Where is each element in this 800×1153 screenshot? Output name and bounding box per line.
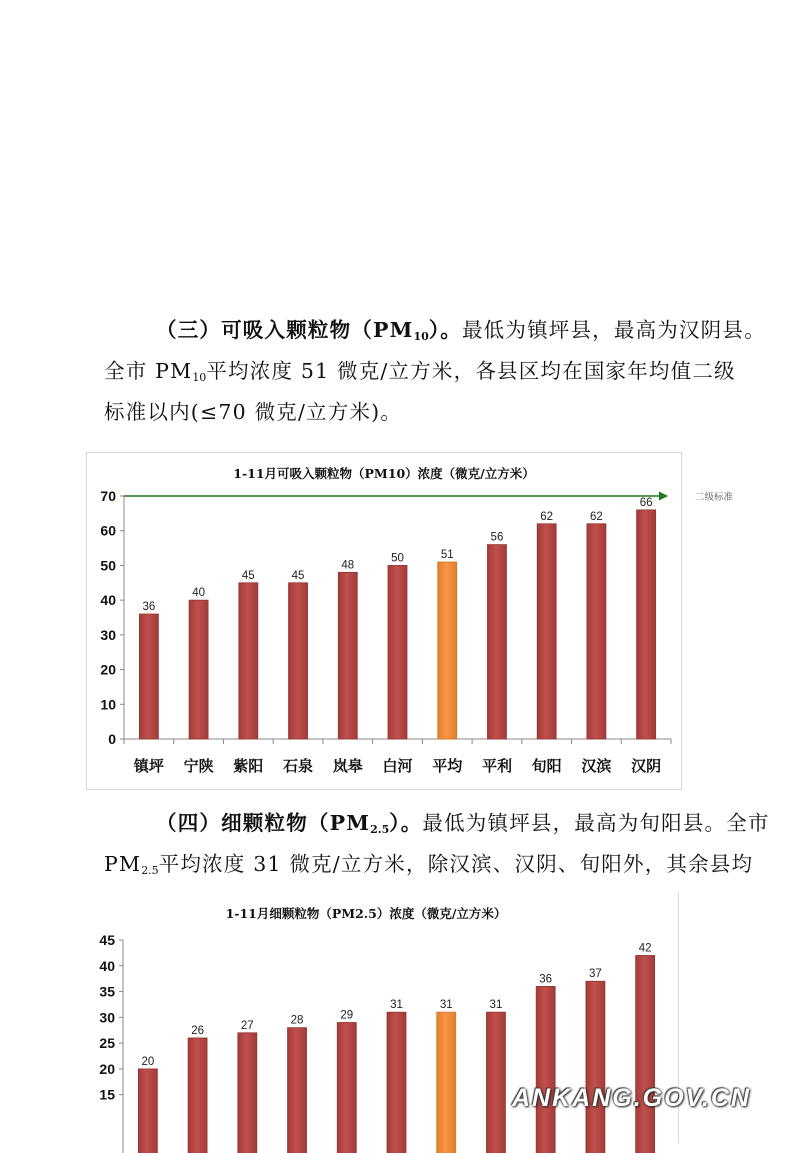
- pm10-x-tick-label: 汉滨: [581, 757, 612, 775]
- pm10-bar: [139, 614, 158, 739]
- pm10-bar: [587, 524, 606, 739]
- pm10-y-tick-label: 0: [108, 731, 116, 747]
- pm10-data-label: 45: [291, 569, 305, 582]
- pm25-bar: [636, 955, 655, 1153]
- pm10-data-label: 36: [142, 601, 156, 614]
- pm25-data-label: 27: [240, 1019, 254, 1032]
- pm25-y-tick-label: 15: [99, 1086, 115, 1103]
- section-4-line-1: [104, 806, 770, 847]
- pm10-data-label: 48: [341, 559, 355, 572]
- pm10-y-tick-label: 10: [100, 696, 116, 713]
- section-3-line-1: [104, 313, 766, 354]
- pm10-data-label: 50: [391, 552, 404, 565]
- section-3-line-2: 全市 $PM_{10}$平均浓度 51 微克/立方米，各县区均在国家年均值二级: [104, 359, 736, 384]
- section-3-heading: （三）可吸入颗粒物$(PM_{10})$。: [156, 318, 462, 343]
- pm10-chart: [86, 452, 734, 790]
- pm10-x-tick-label: 紫阳: [233, 757, 264, 775]
- pm25-data-label: 28: [290, 1014, 304, 1027]
- pm25-bar: [536, 986, 555, 1153]
- pm25-y-tick-label: 45: [99, 932, 115, 948]
- section-3-paragraph: [104, 313, 766, 429]
- pm10-title: 1-11月可吸入颗粒物（PM10）浓度（微克/立方米）: [233, 466, 535, 481]
- pm25-chart-svg: [86, 893, 678, 1153]
- pm10-data-label: 66: [639, 496, 653, 509]
- pm25-bar: [188, 1038, 207, 1153]
- pm25-y-tick-label: 30: [99, 1009, 115, 1026]
- pm10-bar: [239, 583, 258, 739]
- pm25-bar: [288, 1028, 307, 1153]
- pm10-x-tick-label: 白河: [382, 757, 413, 775]
- pm10-bar: [189, 600, 208, 739]
- pm10-standard-label: 二级标准: [695, 492, 734, 503]
- pm10-x-tick-label: 汉阴: [631, 757, 662, 775]
- pm10-data-label: 56: [490, 531, 504, 544]
- pm10-bar-average: [438, 562, 457, 739]
- pm10-data-label: 51: [440, 548, 454, 561]
- pm25-data-label: 31: [489, 999, 503, 1012]
- pm10-bar: [637, 510, 656, 739]
- section-4-line-2: $PM_{2.5}$平均浓度 31 微克/立方米，除汉滨、汉阴、旬阳外，其余县均: [104, 852, 754, 877]
- pm10-x-tick-label: 旬阳: [531, 757, 562, 775]
- pm10-bar: [537, 524, 556, 739]
- pm25-data-label: 36: [539, 973, 553, 986]
- pm25-y-tick-label: 25: [99, 1035, 115, 1052]
- pm10-y-tick-label: 40: [100, 592, 116, 609]
- section-4-heading: （四）细颗粒物$(PM_{2.5})$。: [156, 811, 423, 836]
- pm10-x-tick-label: 平均: [432, 757, 463, 775]
- pm10-y-tick-label: 30: [100, 626, 116, 643]
- pm25-data-label: 29: [340, 1009, 354, 1022]
- pm25-y-tick-label: 20: [99, 1060, 115, 1077]
- pm10-y-tick-label: 20: [100, 661, 116, 678]
- pm10-x-tick-label: 镇坪: [133, 757, 164, 775]
- pm10-chart-svg: [87, 453, 787, 789]
- pm10-y-tick-label: 50: [100, 557, 116, 574]
- pm25-data-label: 31: [390, 999, 403, 1012]
- pm25-bar: [138, 1069, 157, 1153]
- pm25-data-label: 42: [638, 942, 652, 955]
- pm10-x-tick-label: 岚皋: [332, 757, 363, 775]
- pm25-bar: [238, 1033, 257, 1153]
- pm10-x-tick-label: 宁陕: [183, 757, 214, 775]
- pm10-data-label: 45: [241, 569, 255, 582]
- pm10-x-tick-label: 平利: [481, 757, 512, 775]
- pm10-bar: [487, 545, 506, 739]
- pm25-data-label: 20: [141, 1055, 155, 1068]
- section-3-summary: 最低为镇坪县，最高为汉阴县。: [461, 318, 766, 342]
- pm25-data-label: 26: [191, 1024, 204, 1037]
- pm25-title: 1-11月细颗粒物（PM2.5）浓度（微克/立方米）: [225, 906, 507, 921]
- pm25-y-tick-label: 40: [99, 957, 115, 974]
- section-3-line-3: 标准以内(≤70 微克/立方米)。: [104, 400, 403, 424]
- pm10-bar: [388, 565, 407, 739]
- section-4-paragraph: [104, 806, 770, 888]
- section-4-summary: 最低为镇坪县，最高为旬阳县。全市: [422, 811, 770, 835]
- pm25-bar: [337, 1022, 356, 1153]
- pm10-bar: [289, 583, 308, 739]
- pm10-y-tick-label: 60: [100, 522, 116, 539]
- site-watermark: ANKANG.GOV.CN: [512, 1084, 751, 1112]
- pm10-x-tick-label: 石泉: [283, 757, 314, 775]
- pm10-bar: [338, 572, 357, 739]
- pm10-data-label: 62: [540, 510, 554, 523]
- pm10-standard-arrow-icon: [659, 492, 668, 501]
- pm25-y-tick-label: 35: [99, 983, 115, 1000]
- pm25-data-label: 37: [589, 968, 602, 981]
- pm10-data-label: 62: [590, 510, 603, 523]
- pm25-bar: [586, 981, 605, 1153]
- pm10-y-tick-label: 70: [100, 488, 116, 504]
- pm10-data-label: 40: [192, 587, 205, 600]
- pm25-data-label: 31: [439, 999, 453, 1012]
